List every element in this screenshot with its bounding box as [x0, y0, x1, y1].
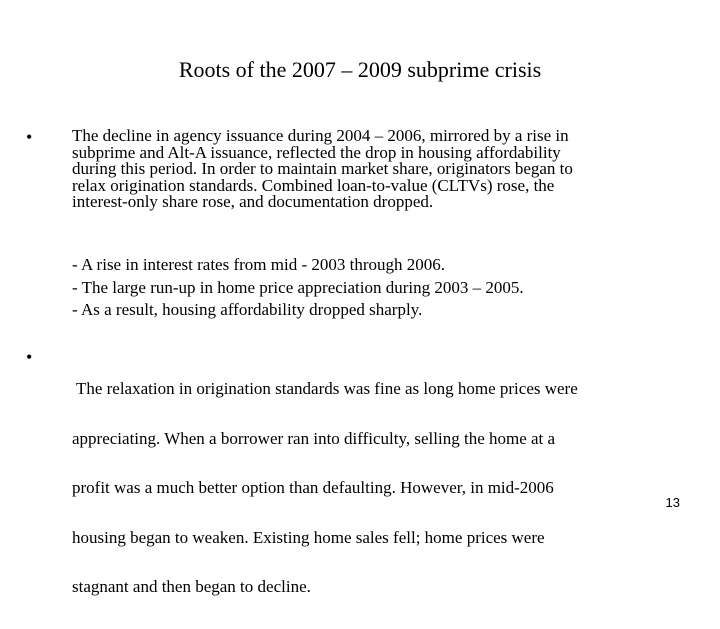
bullet-marker-1: •: [26, 127, 33, 147]
bullet-1-line-1: The decline in agency issuance during 2004 – 2006, mirrored by a rise in: [72, 126, 569, 145]
bullet-2-line-1: The relaxation in origination standards was fine as long home prices were: [72, 379, 578, 398]
bullet-1-line-3: during this period. In order to maintain market share, originators began to: [72, 159, 573, 178]
bullet-2-line-3: profit was a much better option than defaulting. However, in mid-2006: [72, 478, 554, 497]
bullet-2-line-4: housing began to weaken. Existing home sales fell; home prices were: [72, 527, 545, 547]
bullet-1-line-2: subprime and Alt-A issuance, reflected the drop in housing affordability: [72, 142, 561, 162]
slide-title: Roots of the 2007 – 2009 subprime crisis: [178, 57, 542, 82]
bullet-1-line-5: interest-only share rose, and documentation dropped.: [72, 192, 434, 211]
sub-point-1: - A rise in interest rates from mid - 2003 through 2006.: [72, 255, 445, 274]
bullet-paragraph-2: [72, 348, 578, 629]
bullet-paragraph-1: [72, 128, 573, 211]
bullet-marker-2: •: [26, 347, 33, 367]
bullet-2-line-2: appreciating. When a borrower ran into difficulty, selling the home at a: [72, 428, 556, 448]
sub-point-2: - The large run-up in home price appreciation during 2003 – 2005.: [72, 277, 524, 297]
bullet-2-line-5: stagnant and then began to decline.: [72, 577, 311, 596]
bullet-1-line-4: relax origination standards. Combined loan-to-value (CLTVs) rose, the: [72, 175, 555, 195]
sub-points-list: [72, 254, 524, 322]
page-number: 13: [665, 495, 680, 510]
sub-point-3: - As a result, housing affordability dropped sharply.: [72, 300, 423, 319]
